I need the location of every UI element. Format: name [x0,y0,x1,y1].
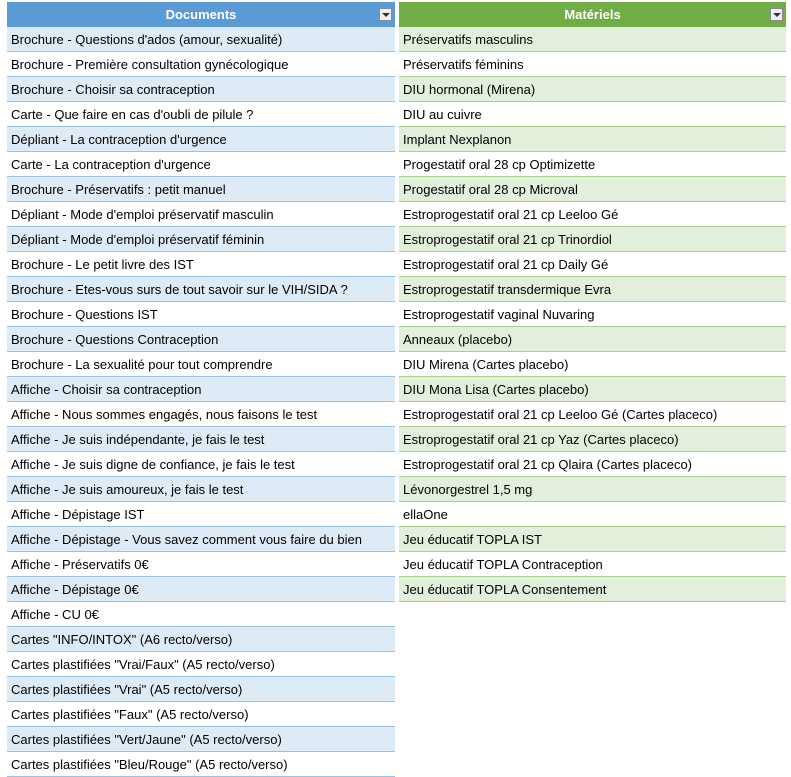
documents-row[interactable]: Brochure - Première consultation gynécologique [7,52,395,77]
documents-row[interactable]: Affiche - Préservatifs 0€ [7,552,395,577]
materiels-row[interactable]: DIU Mona Lisa (Cartes placebo) [399,377,786,402]
documents-row[interactable]: Affiche - Je suis amoureux, je fais le test [7,477,395,502]
documents-row[interactable]: Carte - Que faire en cas d'oubli de pilule ? [7,102,395,127]
documents-row[interactable]: Cartes plastifiées "Vert/Jaune" (A5 recto/verso) [7,727,395,752]
documents-row[interactable]: Brochure - Questions d'ados (amour, sexualité) [7,27,395,52]
materiels-row[interactable]: Estroprogestatif vaginal Nuvaring [399,302,786,327]
materiels-row[interactable]: DIU Mirena (Cartes placebo) [399,352,786,377]
documents-row[interactable]: Brochure - La sexualité pour tout comprendre [7,352,395,377]
materiels-row[interactable]: Estroprogestatif oral 21 cp Yaz (Cartes placeco) [399,427,786,452]
documents-row[interactable]: Brochure - Questions IST [7,302,395,327]
materiels-row[interactable]: Estroprogestatif oral 21 cp Qlaira (Cartes placeco) [399,452,786,477]
filter-dropdown-icon[interactable] [379,8,392,21]
documents-row[interactable]: Brochure - Questions Contraception [7,327,395,352]
documents-row[interactable]: Affiche - CU 0€ [7,602,395,627]
materiels-row[interactable]: Anneaux (placebo) [399,327,786,352]
documents-header [7,2,395,27]
materiels-row[interactable]: Jeu éducatif TOPLA IST [399,527,786,552]
documents-row[interactable]: Affiche - Dépistage 0€ [7,577,395,602]
materiels-table [399,2,786,602]
materiels-header-label: Matériels [564,7,621,22]
documents-row[interactable]: Affiche - Choisir sa contraception [7,377,395,402]
documents-rows [7,27,395,777]
documents-row[interactable]: Cartes plastifiées "Vrai" (A5 recto/verso) [7,677,395,702]
materiels-header [399,2,786,27]
documents-row[interactable]: Dépliant - Mode d'emploi préservatif féminin [7,227,395,252]
materiels-row[interactable]: Préservatifs masculins [399,27,786,52]
documents-row[interactable]: Brochure - Le petit livre des IST [7,252,395,277]
materiels-row[interactable]: Préservatifs féminins [399,52,786,77]
documents-row[interactable]: Dépliant - La contraception d'urgence [7,127,395,152]
documents-row[interactable]: Brochure - Préservatifs : petit manuel [7,177,395,202]
materiels-row[interactable]: Jeu éducatif TOPLA Consentement [399,577,786,602]
materiels-row[interactable]: Estroprogestatif oral 21 cp Daily Gé [399,252,786,277]
materiels-row[interactable]: DIU au cuivre [399,102,786,127]
documents-row[interactable]: Affiche - Dépistage IST [7,502,395,527]
materiels-row[interactable]: ellaOne [399,502,786,527]
materiels-row[interactable]: Estroprogestatif oral 21 cp Trinordiol [399,227,786,252]
documents-row[interactable]: Cartes plastifiées "Faux" (A5 recto/verso) [7,702,395,727]
materiels-row[interactable]: Estroprogestatif oral 21 cp Leeloo Gé [399,202,786,227]
materiels-row[interactable]: DIU hormonal (Mirena) [399,77,786,102]
documents-table [7,2,395,777]
documents-row[interactable]: Cartes plastifiées "Bleu/Rouge" (A5 recto/verso) [7,752,395,777]
documents-row[interactable]: Brochure - Etes-vous surs de tout savoir sur le VIH/SIDA ? [7,277,395,302]
documents-row[interactable]: Cartes plastifiées "Vrai/Faux" (A5 recto/verso) [7,652,395,677]
documents-row[interactable]: Cartes "INFO/INTOX" (A6 recto/verso) [7,627,395,652]
documents-row[interactable]: Affiche - Dépistage - Vous savez comment vous faire du bien [7,527,395,552]
documents-row[interactable]: Affiche - Nous sommes engagés, nous faisons le test [7,402,395,427]
materiels-row[interactable]: Estroprogestatif oral 21 cp Leeloo Gé (Cartes placeco) [399,402,786,427]
documents-header-label: Documents [165,7,237,22]
materiels-rows [399,27,786,602]
documents-row[interactable]: Affiche - Je suis digne de confiance, je fais le test [7,452,395,477]
filter-dropdown-icon[interactable] [770,8,783,21]
documents-row[interactable]: Carte - La contraception d'urgence [7,152,395,177]
documents-row[interactable]: Dépliant - Mode d'emploi préservatif masculin [7,202,395,227]
materiels-row[interactable]: Estroprogestatif transdermique Evra [399,277,786,302]
documents-row[interactable]: Affiche - Je suis indépendante, je fais le test [7,427,395,452]
materiels-row[interactable]: Lévonorgestrel 1,5 mg [399,477,786,502]
materiels-row[interactable]: Jeu éducatif TOPLA Contraception [399,552,786,577]
materiels-row[interactable]: Progestatif oral 28 cp Optimizette [399,152,786,177]
materiels-row[interactable]: Progestatif oral 28 cp Microval [399,177,786,202]
documents-row[interactable]: Brochure - Choisir sa contraception [7,77,395,102]
materiels-row[interactable]: Implant Nexplanon [399,127,786,152]
